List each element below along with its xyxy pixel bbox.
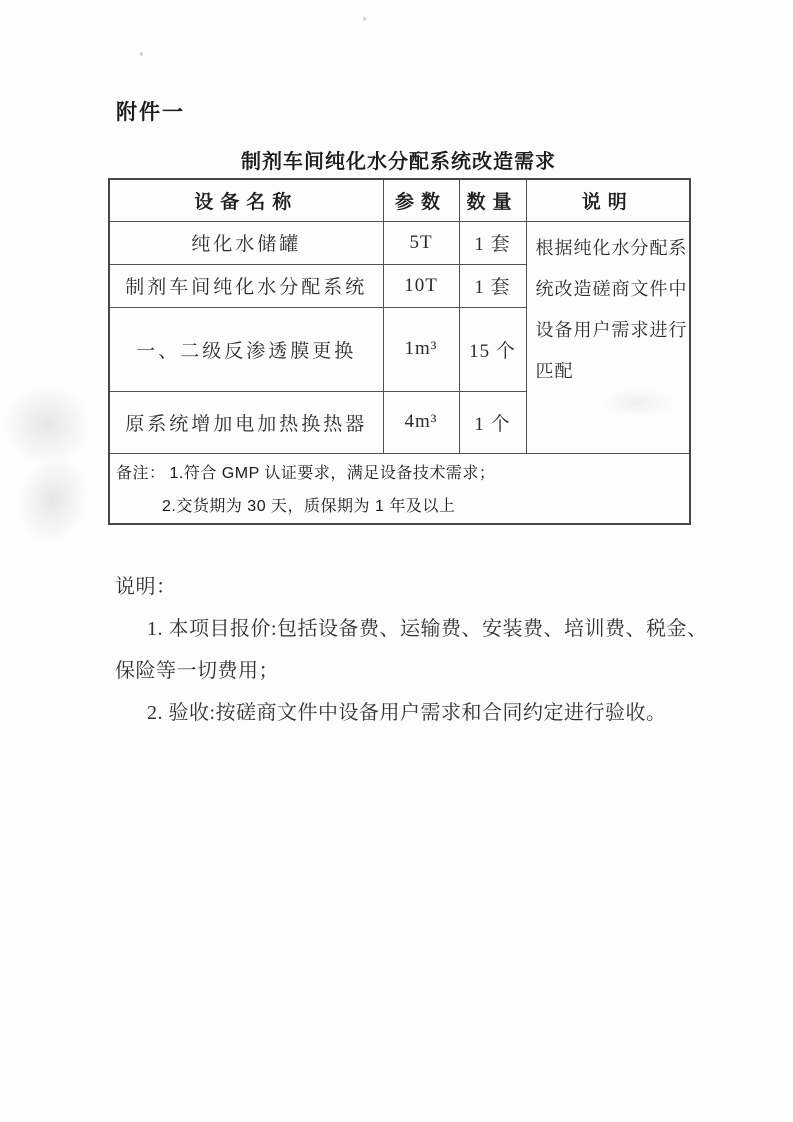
notes-section [115, 566, 708, 734]
header-quantity: 数量 [459, 179, 526, 221]
table-header-row [109, 179, 690, 221]
remark-label: 备注： [116, 464, 166, 482]
header-parameter: 参数 [383, 179, 459, 221]
scan-speck [363, 17, 366, 21]
cell-parameter: 1m³ [383, 307, 459, 391]
spec-table [108, 178, 691, 525]
table-remark-row [109, 453, 690, 524]
cell-equipment-name: 一、二级反渗透膜更换 [109, 307, 383, 391]
notes-heading: 说明： [115, 576, 177, 598]
scan-speck [140, 52, 143, 56]
cell-remark [109, 453, 690, 524]
cell-quantity: 1 套 [459, 221, 526, 264]
note-line: 保险等一切费用； [115, 660, 279, 682]
description-line: 根据纯化水分配系 [535, 237, 688, 258]
description-line: 统改造磋商文件中 [535, 278, 688, 299]
cell-equipment-name: 纯化水储罐 [109, 221, 383, 264]
attachment-label: 附件一 [116, 101, 185, 124]
cell-quantity: 1 个 [459, 391, 526, 453]
remark-line: 2.交货期为 30 天，质保期为 1 年及以上 [162, 497, 456, 515]
note-line: 2. 验收:按磋商文件中设备用户需求和合同约定进行验收。 [147, 702, 667, 724]
cell-parameter: 4m³ [383, 391, 459, 453]
description-line: 匹配 [535, 360, 574, 381]
cell-quantity: 1 套 [459, 264, 526, 307]
remark-text: 1.符合 GMP 认证要求，满足设备技术需求； [169, 464, 496, 482]
scan-smudge [8, 447, 99, 552]
scan-smudge [2, 385, 92, 465]
header-equipment-name: 设备名称 [109, 179, 383, 221]
cell-quantity: 15 个 [459, 307, 526, 391]
note-line: 1. 本项目报价:包括设备费、运输费、安装费、培训费、税金、 [147, 618, 708, 640]
remark-line [116, 458, 683, 489]
cell-parameter: 10T [383, 264, 459, 307]
description-line: 设备用户需求进行 [535, 319, 688, 340]
table-row [109, 221, 690, 264]
cell-equipment-name: 制剂车间纯化水分配系统 [109, 264, 383, 307]
header-description: 说明 [526, 179, 690, 221]
cell-parameter: 5T [383, 221, 459, 264]
table-title: 制剂车间纯化水分配系统改造需求 [241, 151, 556, 173]
cell-equipment-name: 原系统增加电加热换热器 [109, 391, 383, 453]
cell-description-merged [526, 221, 690, 453]
